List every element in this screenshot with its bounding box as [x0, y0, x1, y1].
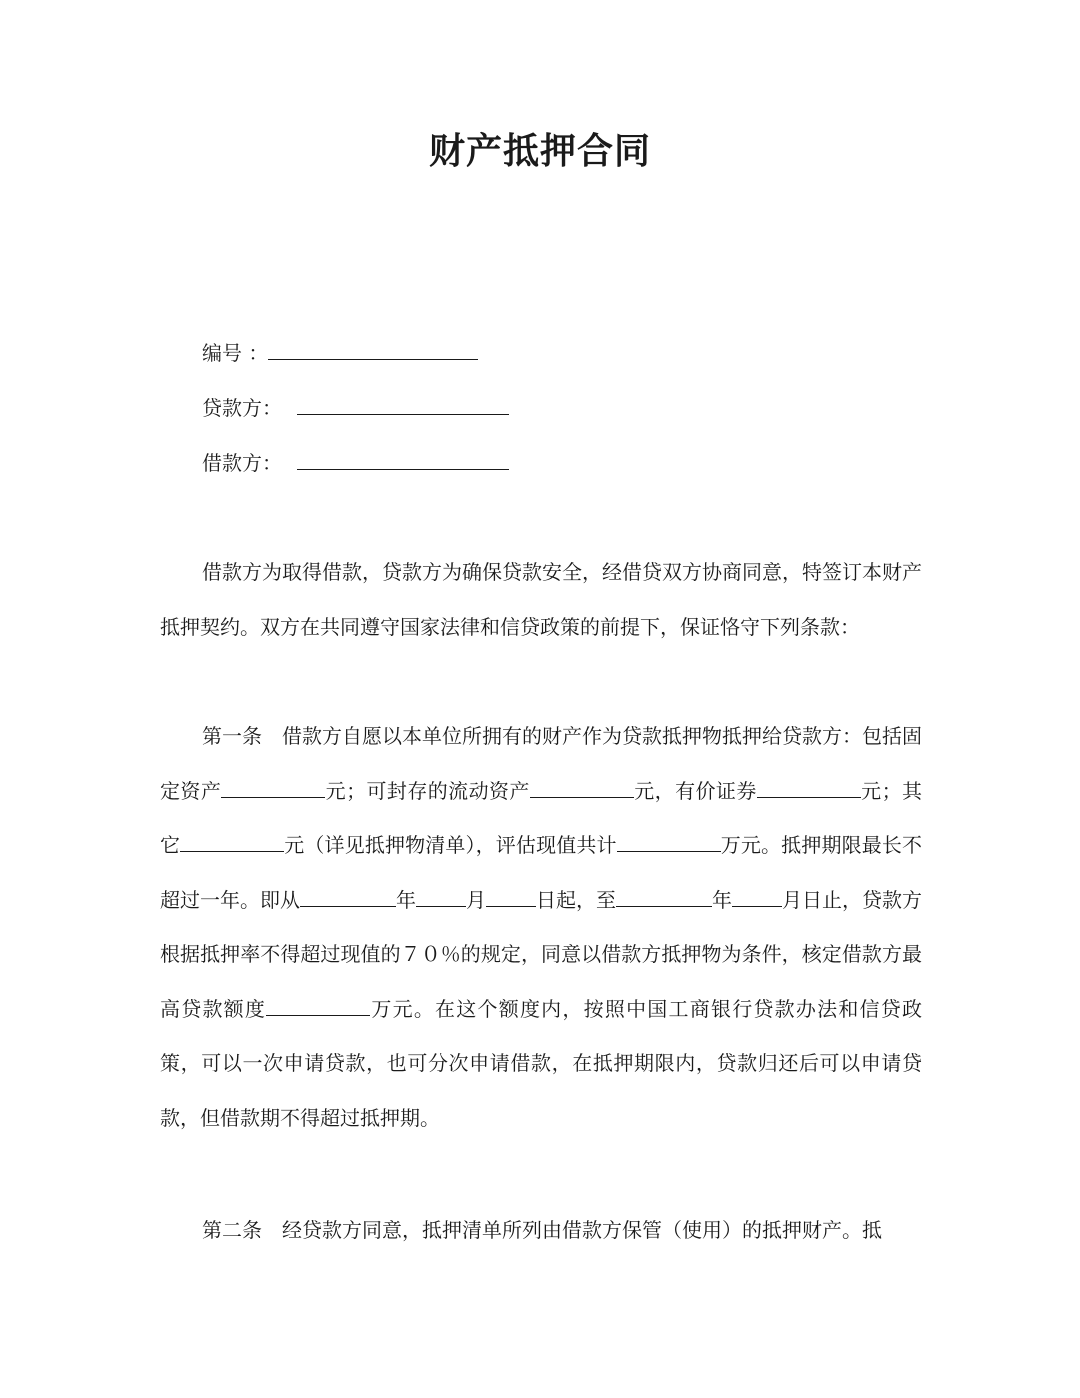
fixed-assets-blank	[221, 777, 325, 798]
securities-blank	[757, 777, 861, 798]
borrower-blank	[297, 449, 509, 470]
start-day-blank	[486, 886, 536, 907]
number-blank	[268, 339, 478, 360]
current-assets-blank	[530, 777, 634, 798]
article-1-paragraph: 第一条 借款方自愿以本单位所拥有的财产作为贷款抵押物抵押给贷款方：包括固定资产 元；可封存的流动资产 元，有价证券 元；其它 元（详见抵押物清单），评估现值共计 万元。抵押期限最长不超过一年。即从 年 月 日起，至 年 月日止，贷款方根据抵押率不得超过现值的７０％的规定，同意以借款方抵押物为条件，核定借款方最高贷款额度 万元。在这个额度内，按照中国工商银行贷款办法和信贷政策，可以一次申请贷款，也可分次申请借款，在抵押期限内，贷款归还后可以申请贷款，但借款期不得超过抵押期。	[160, 724, 923, 1130]
start-year-blank	[300, 886, 396, 907]
end-year-blank	[616, 886, 712, 907]
number-label: 编号 ：	[202, 341, 269, 365]
number-field	[202, 338, 478, 368]
lender-blank	[297, 394, 509, 415]
borrower-field	[202, 448, 509, 478]
lender-field	[202, 393, 509, 423]
end-month-blank	[732, 886, 782, 907]
intro-paragraph: 借款方为取得借款，贷款方为确保贷款安全，经借贷双方协商同意，特签订本财产抵押契约。双方在共同遵守国家法律和信贷政策的前提下，保证恪守下列条款：	[160, 560, 922, 639]
other-assets-blank	[180, 831, 284, 852]
start-month-blank	[416, 886, 466, 907]
valuation-blank	[617, 831, 721, 852]
borrower-label: 借款方：	[202, 451, 282, 475]
lender-label: 贷款方：	[202, 396, 282, 420]
loan-limit-blank	[266, 995, 370, 1016]
article-2-paragraph: 第二条 经贷款方同意，抵押清单所列由借款方保管（使用）的抵押财产。抵	[202, 1218, 882, 1242]
document-title: 财产抵押合同	[428, 131, 651, 172]
